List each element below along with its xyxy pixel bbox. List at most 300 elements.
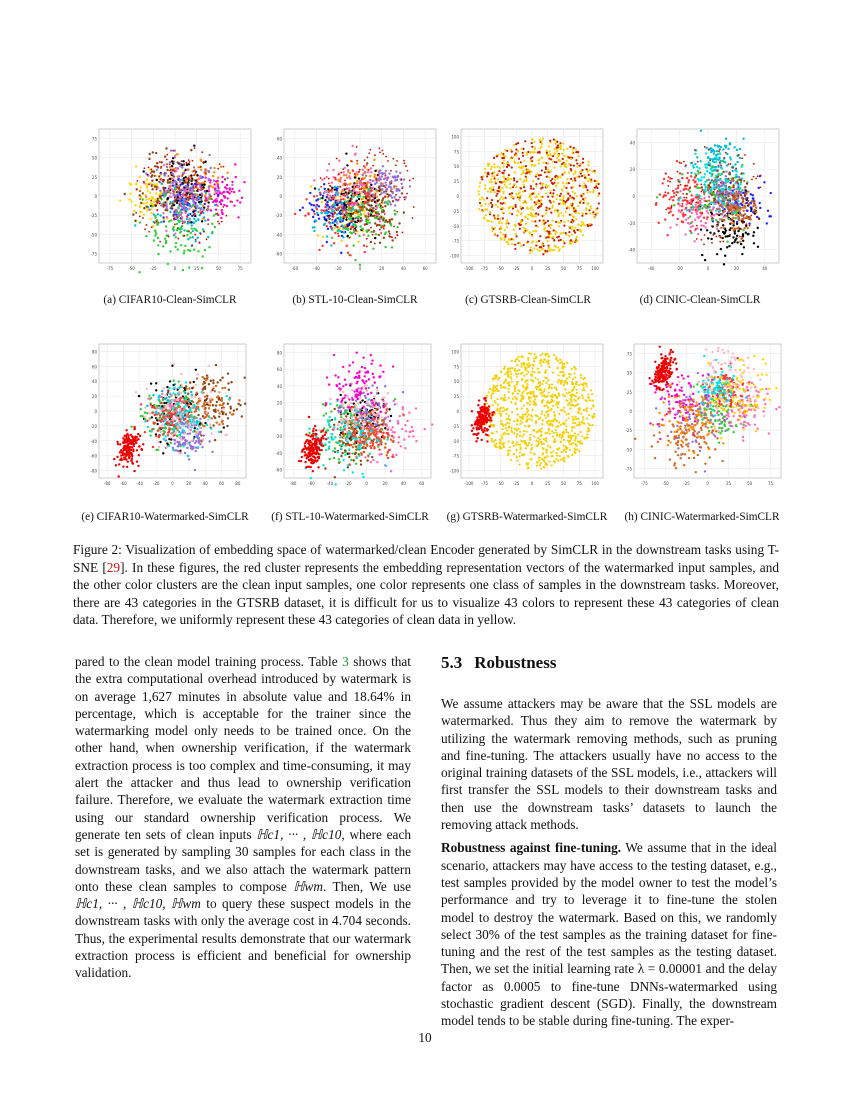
embedding-point [570,203,572,205]
embedding-point [358,177,360,179]
embedding-point [736,223,738,225]
embedding-point [367,235,369,237]
embedding-point [359,264,361,266]
embedding-point [203,434,205,436]
embedding-point [733,206,735,208]
embedding-point [339,195,341,197]
embedding-point [342,168,344,170]
embedding-point [524,140,526,142]
embedding-point [538,250,540,252]
embedding-point [336,222,338,224]
embedding-point [684,233,686,235]
embedding-point [741,157,743,159]
embedding-point [379,194,381,196]
embedding-point [722,224,724,226]
embedding-point [585,186,587,188]
embedding-point [188,266,190,268]
y-tick-label: -40 [628,247,635,253]
embedding-point [162,430,164,432]
embedding-point [749,225,751,227]
embedding-point [340,198,342,200]
embedding-point [565,211,567,213]
embedding-point [182,222,184,224]
embedding-point [525,180,527,182]
embedding-point [556,148,558,150]
embedding-point [728,188,730,190]
embedding-point [396,231,398,233]
embedding-point [330,244,332,246]
embedding-point [716,225,718,227]
embedding-point [161,393,163,395]
embedding-point [356,221,358,223]
embedding-point [169,185,171,187]
embedding-point [719,178,721,180]
embedding-point [200,200,202,202]
embedding-point [488,220,490,222]
embedding-point [172,228,174,230]
embedding-point [361,190,363,192]
embedding-point [200,198,202,200]
embedding-point [143,181,145,183]
embedding-point [324,212,326,214]
embedding-point [375,202,377,204]
embedding-point [161,198,163,200]
embedding-point [529,232,531,234]
embedding-point [590,181,592,183]
embedding-point [587,180,589,182]
embedding-point [159,161,161,163]
embedding-point [680,162,682,164]
embedding-point [745,193,747,195]
embedding-point [348,183,350,185]
embedding-point [204,386,206,388]
embedding-point [768,215,770,217]
embedding-point [324,191,326,193]
embedding-point [134,224,136,226]
embedding-point [557,221,559,223]
embedding-point [174,224,176,226]
embedding-point [197,218,199,220]
embedding-point [478,208,480,210]
embedding-point [193,187,195,189]
embedding-point [204,249,206,251]
embedding-point [176,153,178,155]
embedding-point [575,218,577,220]
embedding-point [690,222,692,224]
embedding-point [214,204,216,206]
embedding-point [174,167,176,169]
embedding-point [533,201,535,203]
embedding-point [215,385,217,387]
embedding-point [726,240,728,242]
embedding-point [394,237,396,239]
embedding-point [694,181,696,183]
embedding-point [658,222,660,224]
embedding-point [367,194,369,196]
embedding-point [560,220,562,222]
embedding-point [326,201,328,203]
y-tick-label: 40 [91,379,97,385]
embedding-point [194,410,196,412]
embedding-point [378,147,380,149]
embedding-point [203,231,205,233]
embedding-point [310,185,312,187]
embedding-point [156,166,158,168]
embedding-point [192,210,194,212]
embedding-point [541,187,543,189]
embedding-point [173,418,175,420]
embedding-point [710,186,712,188]
embedding-point [178,422,180,424]
subcaption-c: (c) GTSRB-Clean-SimCLR [465,294,591,306]
embedding-point [156,412,158,414]
embedding-point [727,204,729,206]
embedding-point [519,242,521,244]
y-tick-label: -40 [275,232,282,238]
embedding-point [507,241,509,243]
embedding-point [735,208,737,210]
y-tick-label: 60 [276,136,282,142]
embedding-point [572,241,574,243]
embedding-point [593,217,595,219]
embedding-point [223,204,225,206]
embedding-point [190,193,192,195]
embedding-point [574,208,576,210]
embedding-point [188,219,190,221]
embedding-point [673,204,675,206]
embedding-point [336,213,338,215]
embedding-point [401,232,403,234]
embedding-point [165,225,167,227]
embedding-point [217,194,219,196]
embedding-point [174,442,176,444]
embedding-point [746,183,748,185]
embedding-point [397,175,399,177]
embedding-point [162,193,164,195]
embedding-point [501,202,503,204]
embedding-point [507,162,509,164]
embedding-point [518,223,520,225]
embedding-point [362,196,364,198]
embedding-point [213,171,215,173]
embedding-point [544,250,546,252]
x-tick-label: -20 [335,266,342,271]
embedding-point [520,195,522,197]
embedding-point [713,203,715,205]
embedding-point [237,403,239,405]
embedding-point [202,383,204,385]
embedding-point [231,184,233,186]
x-tick-label: 100 [591,266,599,271]
embedding-point [191,227,193,229]
embedding-point [687,201,689,203]
embedding-point [692,164,694,166]
embedding-point [706,216,708,218]
embedding-point [355,152,357,154]
embedding-point [195,171,197,173]
embedding-point [393,196,395,198]
embedding-point [183,235,185,237]
embedding-point [509,187,511,189]
embedding-point [758,217,760,219]
embedding-point [731,222,733,224]
embedding-point [545,192,547,194]
embedding-point [228,398,230,400]
embedding-point [181,212,183,214]
embedding-point [737,183,739,185]
embedding-point [373,231,375,233]
embedding-point [755,178,757,180]
embedding-point [233,191,235,193]
embedding-point [721,237,723,239]
embedding-point [705,185,707,187]
embedding-point [222,206,224,208]
embedding-point [697,172,699,174]
embedding-point [550,170,552,172]
y-tick-label: 75 [91,136,97,142]
embedding-point [358,171,360,173]
embedding-point [719,204,721,206]
embedding-point [208,193,210,195]
embedding-point [548,150,550,152]
embedding-point [750,218,752,220]
embedding-point [153,183,155,185]
embedding-point [169,391,171,393]
embedding-point [512,238,514,240]
embedding-point [160,221,162,223]
embedding-point [554,210,556,212]
embedding-point [177,445,179,447]
embedding-point [336,158,338,160]
embedding-point [711,217,713,219]
embedding-point [188,230,190,232]
embedding-point [716,253,718,255]
embedding-point [495,204,497,206]
embedding-point [341,205,343,207]
embedding-point [346,200,348,202]
embedding-point [516,181,518,183]
embedding-point [711,242,713,244]
embedding-point [218,423,220,425]
embedding-point [141,198,143,200]
embedding-point [176,399,178,401]
embedding-point [478,185,480,187]
embedding-point [562,232,564,234]
embedding-point [226,205,228,207]
embedding-point [135,188,137,190]
embedding-point [701,186,703,188]
embedding-point [148,198,150,200]
embedding-point [179,183,181,185]
embedding-point [591,170,593,172]
embedding-point [148,166,150,168]
embedding-point [585,207,587,209]
embedding-point [344,182,346,184]
embedding-point [318,188,320,190]
embedding-point [708,196,710,198]
embedding-point [155,179,157,181]
embedding-point [396,160,398,162]
embedding-point [192,447,194,449]
embedding-point [345,226,347,228]
embedding-point [398,199,400,201]
embedding-point [191,224,193,226]
embedding-point [190,174,192,176]
embedding-point [218,412,220,414]
embedding-point [531,142,533,144]
embedding-point [500,231,502,233]
embedding-point [752,235,754,237]
embedding-point [358,215,360,217]
embedding-point [508,164,510,166]
embedding-point [187,192,189,194]
embedding-point [684,185,686,187]
embedding-point [523,244,525,246]
embedding-point [201,393,203,395]
embedding-point [480,204,482,206]
x-tick-label: -60 [291,266,299,271]
embedding-point [531,138,533,140]
embedding-point [192,230,194,232]
embedding-point [383,228,385,230]
embedding-point [151,412,153,414]
embedding-point [718,211,720,213]
embedding-point [590,207,592,209]
embedding-point [721,196,723,198]
embedding-point [231,191,233,193]
embedding-point [184,194,186,196]
embedding-point [546,152,548,154]
embedding-point [345,218,347,220]
embedding-point [673,192,675,194]
embedding-point [409,179,411,181]
embedding-point [754,204,756,206]
embedding-point [328,197,330,199]
embedding-point [719,148,721,150]
embedding-point [220,398,222,400]
embedding-point [580,163,582,165]
embedding-point [692,208,694,210]
embedding-point [334,224,336,226]
embedding-point [744,213,746,215]
embedding-point [194,147,196,149]
embedding-point [739,187,741,189]
embedding-point [201,151,203,153]
embedding-point [328,206,330,208]
embedding-point [366,192,368,194]
embedding-point [745,232,747,234]
embedding-point [689,215,691,217]
embedding-point [199,183,201,185]
embedding-point [353,212,355,214]
embedding-point [709,232,711,234]
embedding-point [379,242,381,244]
embedding-point [349,231,351,233]
embedding-point [577,151,579,153]
embedding-point [183,390,185,392]
embedding-point [352,217,354,219]
embedding-point [738,218,740,220]
embedding-point [747,190,749,192]
embedding-point [755,211,757,213]
embedding-point [328,216,330,218]
embedding-point [546,186,548,188]
embedding-point [497,215,499,217]
embedding-point [504,239,506,241]
embedding-point [197,178,199,180]
embedding-point [526,207,528,209]
embedding-point [225,395,227,397]
embedding-point [176,413,178,415]
embedding-point [339,178,341,180]
embedding-point [694,176,696,178]
embedding-point [370,171,372,173]
embedding-point [487,173,489,175]
embedding-point [547,245,549,247]
embedding-point [379,178,381,180]
embedding-point [338,159,340,161]
embedding-point [752,197,754,199]
embedding-point [724,255,726,257]
embedding-point [497,218,499,220]
embedding-point [175,170,177,172]
embedding-point [166,154,168,156]
embedding-point [703,176,705,178]
embedding-point [189,197,191,199]
embedding-point [555,198,557,200]
embedding-point [214,187,216,189]
embedding-point [346,184,348,186]
embedding-point [711,158,713,160]
embedding-point [537,213,539,215]
embedding-point [498,170,500,172]
embedding-point [549,190,551,192]
embedding-point [499,198,501,200]
embedding-point [347,227,349,229]
embedding-point [542,221,544,223]
embedding-point [177,207,179,209]
embedding-point [508,179,510,181]
embedding-point [598,193,600,195]
embedding-point [503,157,505,159]
embedding-point [729,229,731,231]
embedding-point [723,210,725,212]
embedding-point [497,154,499,156]
embedding-point [703,216,705,218]
embedding-point [352,192,354,194]
embedding-point [549,249,551,251]
embedding-point [700,204,702,206]
embedding-point [694,163,696,165]
embedding-point [663,194,665,196]
embedding-point [360,208,362,210]
embedding-point [154,165,156,167]
y-tick-label: 25 [453,179,459,185]
embedding-point [183,199,185,201]
embedding-point [665,209,667,211]
embedding-point [736,170,738,172]
embedding-point [594,187,596,189]
embedding-point [208,186,210,188]
embedding-point [563,221,565,223]
embedding-point [143,207,145,209]
embedding-point [390,183,392,185]
embedding-point [536,241,538,243]
y-tick-label: -100 [449,253,459,259]
embedding-point [545,184,547,186]
embedding-point [689,187,691,189]
embedding-point [199,210,201,212]
